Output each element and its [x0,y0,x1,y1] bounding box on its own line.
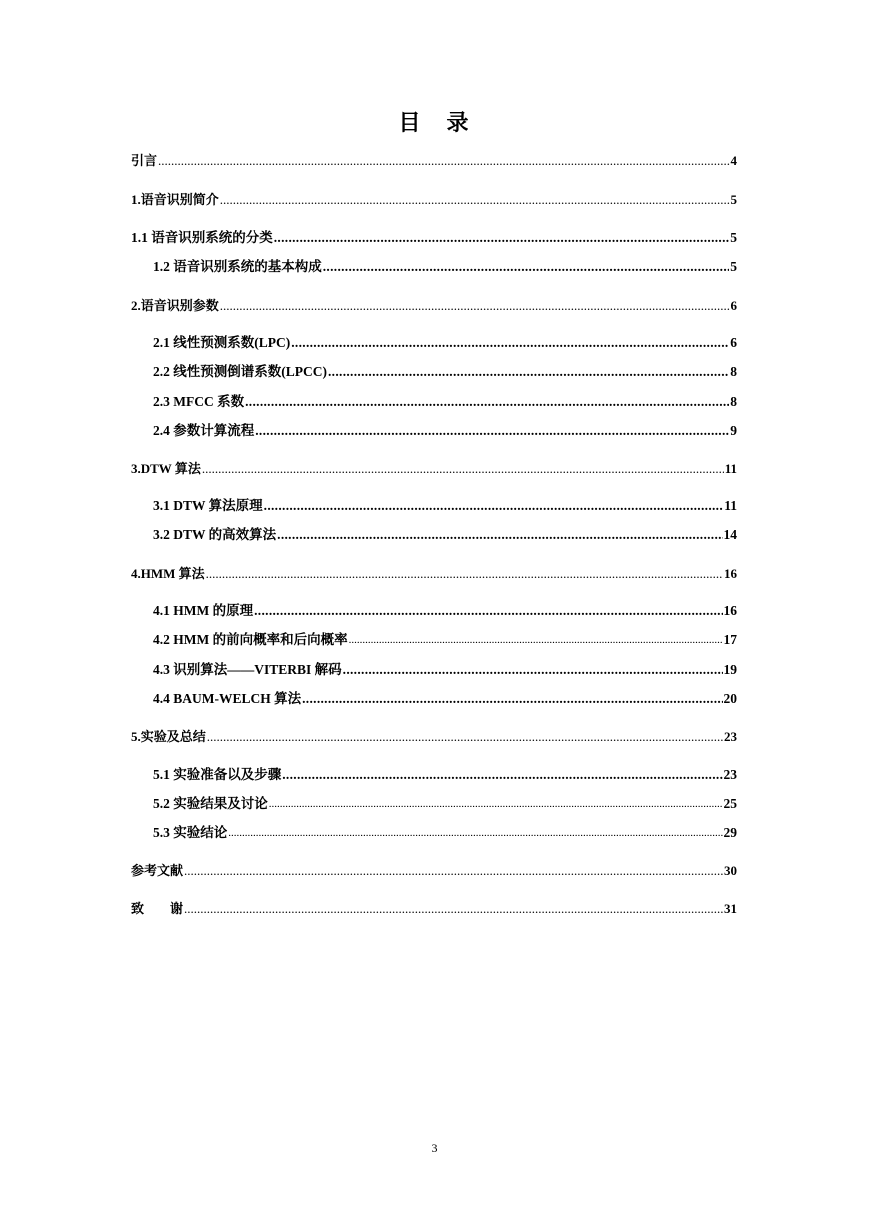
dot-leader [220,298,730,314]
toc-entry-label: 1.语音识别简介 [131,192,219,207]
dot-leader [323,259,730,275]
toc-entry-label: 5.1 实验准备以及步骤 [153,767,282,782]
toc-entry-label: 3.1 DTW 算法原理 [153,498,263,513]
toc-title: 目 录 [398,110,471,135]
toc-entry-1-2[interactable] [153,255,737,275]
toc-entry-2-1[interactable] [153,331,737,351]
toc-entry-page: 25 [723,796,737,811]
dot-leader [274,230,730,246]
toc-entry-2-3[interactable] [153,390,737,410]
toc-entry-page: 5 [730,230,737,245]
dot-leader [245,394,729,410]
dot-leader [277,527,722,543]
toc-entry-page: 9 [730,423,737,438]
toc-entry-3[interactable] [131,457,737,477]
toc-entry-label: 5.3 实验结论 [153,825,228,840]
toc-entry-page: 6 [730,335,737,350]
toc-entry-1[interactable] [131,188,737,208]
toc-entry-label: 1.2 语音识别系统的基本构成 [153,259,322,274]
toc-entry-label: 4.3 识别算法——VITERBI 解码 [153,662,342,677]
toc-entry-page: 8 [730,394,737,409]
toc-entry-label: 5.2 实验结果及讨论 [153,796,268,811]
toc-entry-label: 2.1 线性预测系数(LPC) [153,335,291,350]
toc-entry-page: 11 [724,498,737,513]
toc-entry-5-3[interactable] [153,821,737,841]
toc-entry-4-4[interactable] [153,687,737,707]
dot-leader [269,796,723,812]
dot-leader [328,364,729,380]
page-number: 3 [431,1141,438,1155]
toc-entry-page: 20 [723,691,737,706]
dot-leader [255,423,729,439]
toc-entry-page: 19 [723,662,737,677]
toc-entry-label: 3.DTW 算法 [131,461,201,476]
toc-entry-page: 29 [723,825,737,840]
dot-leader [349,632,723,648]
toc-entry-label: 3.2 DTW 的高效算法 [153,527,277,542]
toc-entry-label: 5.实验及总结 [131,729,206,744]
toc-entry-page: 4 [730,153,737,168]
toc-entry-2-4[interactable] [153,419,737,439]
toc-entry-page: 17 [723,632,737,647]
toc-entry-4-1[interactable] [153,599,737,619]
toc-entry-label: 引言 [131,153,158,168]
toc-entry-label: 4.1 HMM 的原理 [153,603,254,618]
dot-leader [254,603,722,619]
dot-leader [228,825,722,841]
toc-entry-3-2[interactable] [153,523,737,543]
toc-entry-2[interactable] [131,294,737,314]
dot-leader [264,498,724,514]
toc-entry-page: 14 [723,527,737,542]
toc-entry-page: 23 [724,729,737,744]
toc-entry-label: 4.4 BAUM-WELCH 算法 [153,691,302,706]
toc-entry-page: 16 [723,603,737,618]
toc-entry-label: 2.2 线性预测倒谱系数(LPCC) [153,364,327,379]
dot-leader [207,729,723,745]
toc-entry-4-2[interactable] [153,628,737,648]
toc-entry-page: 30 [724,863,737,878]
toc-entry-page: 11 [724,461,737,476]
toc-entry-5[interactable] [131,725,737,745]
toc-entry-label: 4.2 HMM 的前向概率和后向概率 [153,632,348,647]
dot-leader [343,662,723,678]
dot-leader [282,767,722,783]
toc-entry-page: 16 [724,566,737,581]
dot-leader [291,335,729,351]
dot-leader [302,691,722,707]
toc-entry-label: 4.HMM 算法 [131,566,205,581]
toc-entry-3-1[interactable] [153,494,737,514]
toc-entry-page: 8 [730,364,737,379]
toc-entry-page: 31 [724,901,737,916]
dot-leader [158,153,729,169]
toc-entry-page: 23 [723,767,737,782]
toc-entry-page: 5 [730,259,737,274]
toc-entry-acknowledgements[interactable] [131,897,737,917]
toc-entry-references[interactable] [131,859,737,879]
toc-entry-2-2[interactable] [153,360,737,380]
toc-entry-4-3[interactable] [153,658,737,678]
dot-leader [184,901,723,917]
toc-entry-page: 5 [730,192,737,207]
toc-entry-label: 1.1 语音识别系统的分类 [131,230,273,245]
toc-entry-page: 6 [730,298,737,313]
toc-entry-label: 致 谢 [131,901,184,916]
dot-leader [220,192,730,208]
toc-entry-label: 参考文献 [131,863,184,878]
toc-entry-5-2[interactable] [153,792,737,812]
toc-entry-4[interactable] [131,562,737,582]
dot-leader [206,566,723,582]
toc-entry-label: 2.4 参数计算流程 [153,423,255,438]
toc-entry-intro[interactable] [131,149,737,169]
toc-entry-label: 2.语音识别参数 [131,298,219,313]
dot-leader [202,461,724,477]
toc-entry-5-1[interactable] [153,763,737,783]
toc-entry-1-1[interactable] [131,226,737,246]
dot-leader [184,863,723,879]
toc-entry-label: 2.3 MFCC 系数 [153,394,245,409]
